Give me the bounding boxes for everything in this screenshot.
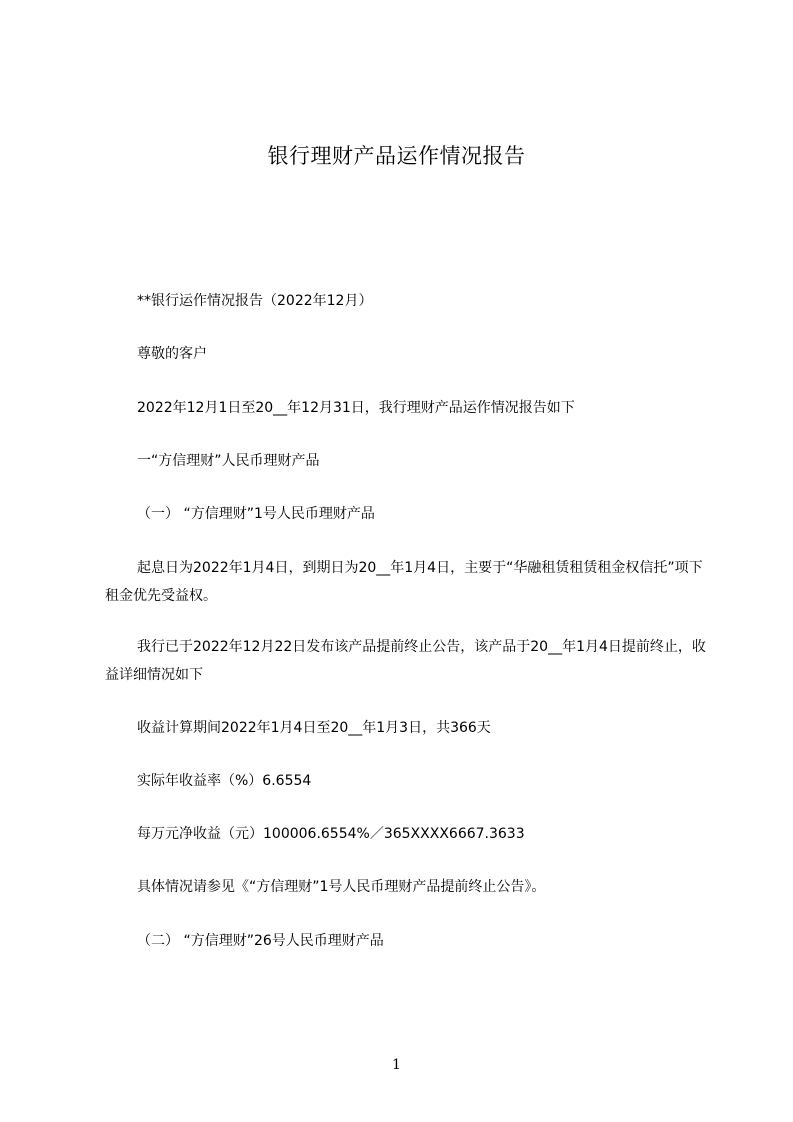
net-income-per-ten-thousand: 每万元净收益（元）100006.6554%／365XXXX6667.3633 [137, 826, 525, 842]
page-number: 1 [392, 1057, 401, 1073]
report-heading: **银行运作情况报告（2022年12月） [137, 293, 373, 309]
section-heading-1: 一“方信理财”人民币理财产品 [137, 453, 320, 469]
salutation: 尊敬的客户 [137, 346, 207, 362]
annual-yield: 实际年收益率（%）6.6554 [137, 773, 312, 789]
document-title: 银行理财产品运作情况报告 [267, 144, 526, 168]
income-period: 收益计算期间2022年1月4日至20__年1月3日，共366天 [137, 720, 491, 736]
subsection-heading-1: （一） “方信理财”1号人民币理财产品 [137, 506, 375, 522]
reference-notice: 具体情况请参见《“方信理财”1号人民币理财产品提前终止公告》。 [137, 879, 546, 895]
product-1-termination-notice: 我行已于2022年12月22日发布该产品提前终止公告，该产品于20__年1月4日提前终止，收益详细情况如下 [105, 639, 706, 683]
subsection-heading-2: （二） “方信理财”26号人民币理财产品 [137, 933, 384, 949]
product-1-description: 起息日为2022年1月4日，到期日为20__年1月4日，主要于“华融租赁租赁租金权信托”项下租金优先受益权。 [105, 560, 703, 604]
report-period-intro: 2022年12月1日至20__年12月31日，我行理财产品运作情况报告如下 [137, 400, 575, 416]
